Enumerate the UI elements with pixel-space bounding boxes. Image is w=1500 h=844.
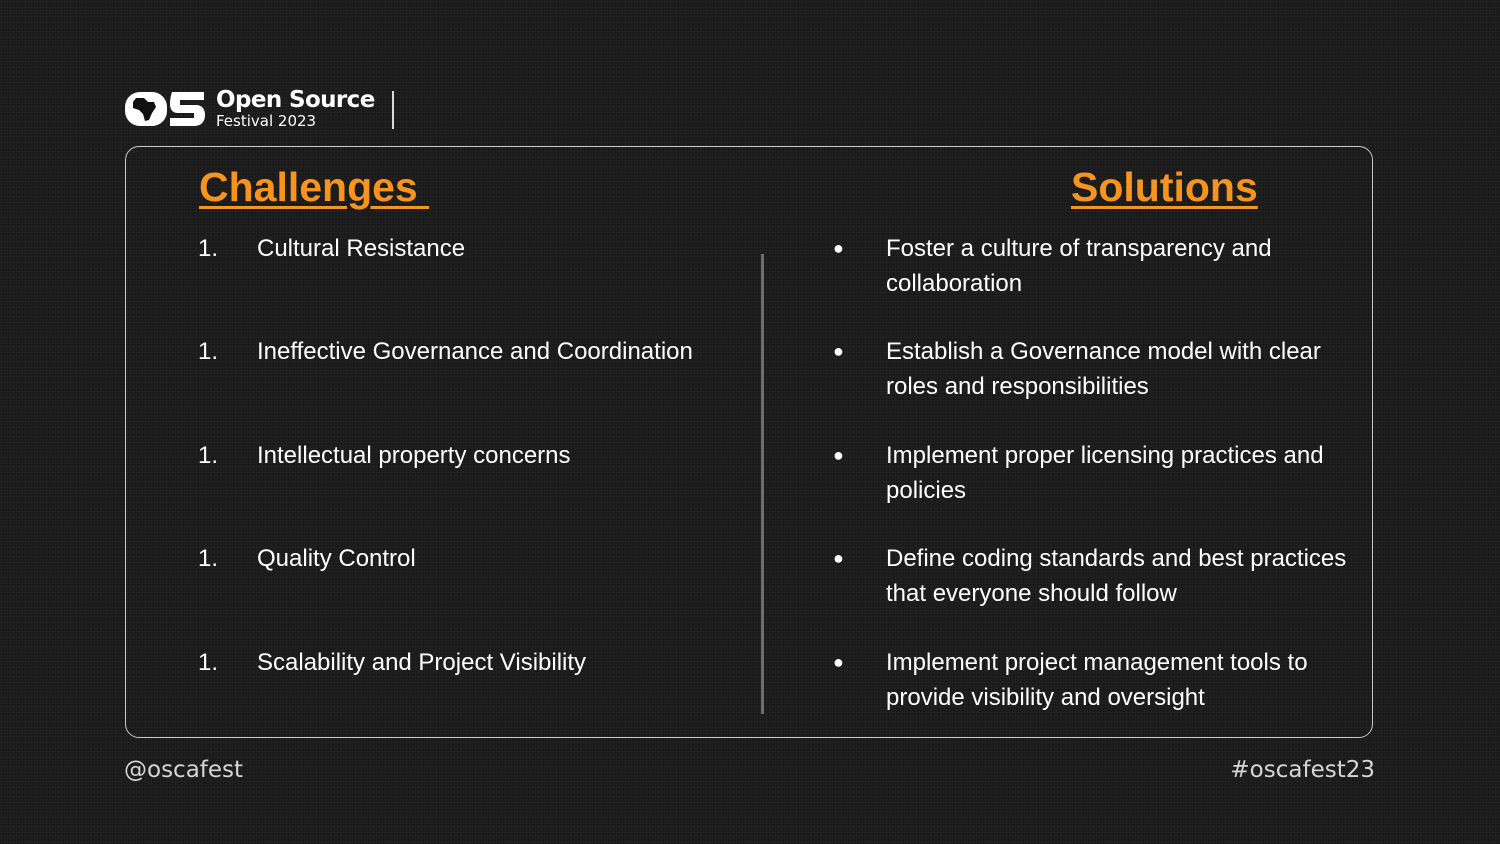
logo-title: Open Source [216,87,375,113]
solution-label: Foster a culture of transparency and collaboration [886,235,1272,297]
challenge-number: 1. [198,442,219,469]
solution-item [833,334,1353,404]
challenge-label: Intellectual property concerns [257,442,571,469]
challenge-label: Quality Control [257,545,416,572]
bullet-icon: ● [833,445,844,465]
festival-logo [124,88,375,130]
solution-item [833,645,1353,715]
logo-divider [392,91,394,129]
challenge-item [198,438,571,473]
challenge-number: 1. [198,235,219,262]
solution-item [833,231,1353,301]
bullet-icon: ● [833,652,844,672]
oscafest-logo-icon [124,90,206,128]
footer-handle: @oscafest [124,757,244,783]
challenge-item [198,231,465,266]
column-divider [761,254,764,714]
footer-hashtag: #oscafest23 [1230,757,1375,783]
challenge-item [198,645,586,680]
solutions-heading: Solutions [1071,164,1258,210]
challenge-number: 1. [198,649,219,676]
challenge-label: Ineffective Governance and Coordination [257,338,693,365]
challenge-item [198,334,693,369]
solution-item [833,438,1353,508]
challenge-label: Cultural Resistance [257,235,466,262]
logo-subtitle: Festival 2023 [216,112,317,130]
challenge-label: Scalability and Project Visibility [257,649,587,676]
bullet-icon: ● [833,548,844,568]
solution-item [833,541,1353,611]
challenges-heading: Challenges [199,164,430,210]
solution-label: Implement proper licensing practices and policies [886,442,1324,504]
bullet-icon: ● [833,341,844,361]
solution-label: Implement project management tools to provide visibility and oversight [886,649,1308,711]
challenge-item [198,541,416,576]
solution-label: Establish a Governance model with clear roles and responsibilities [886,338,1321,400]
challenge-number: 1. [198,338,219,365]
solution-label: Define coding standards and best practices that everyone should follow [886,545,1347,607]
bullet-icon: ● [833,238,844,258]
challenge-number: 1. [198,545,219,572]
